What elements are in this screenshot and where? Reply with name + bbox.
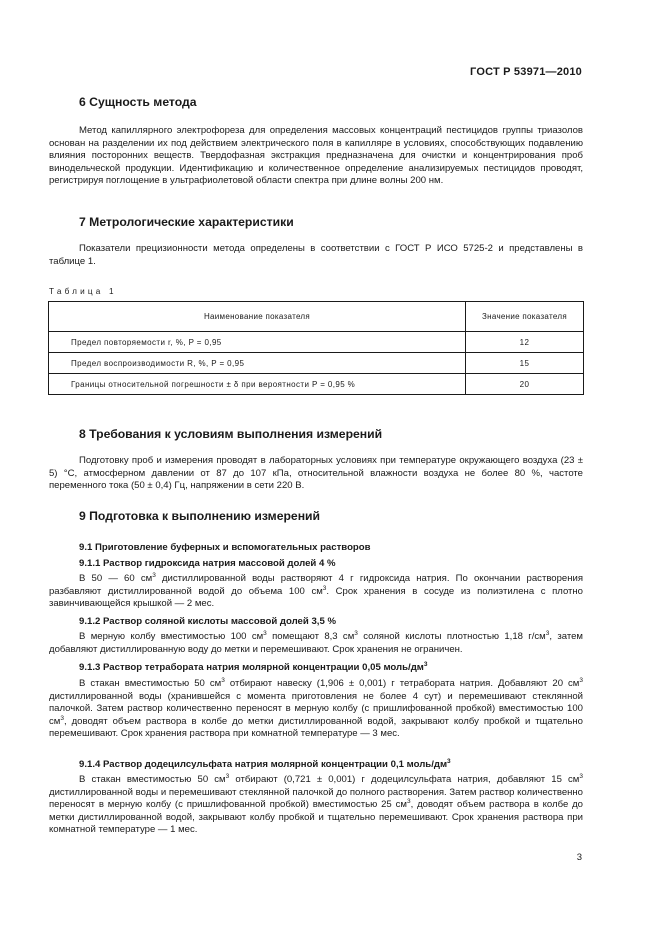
page-number: 3 [576, 852, 582, 863]
table-cell-name: Предел воспроизводимости R, %, P = 0,95 [49, 353, 466, 374]
table-row [49, 374, 584, 395]
table-1 [48, 301, 584, 395]
section-9-title: 9 Подготовка к выполнению измерений [79, 509, 321, 523]
section-9-1-1-text: В 50 — 60 $см^3$ дистиллированной воды растворяют 4 г гидроксида натрия. По окончании растворения разбавляют дистиллированной водой до объема 100 $см^3$. Срок хранения в сосуде из полиэтилена с плотно завинчивающейся крышкой — 2 мес. [49, 572, 583, 610]
table-cell-value: 15 [466, 353, 584, 374]
section-9-1-4-text: В стакан вместимостью 50 $см^3$ отбирают (0,721 ± 0,001) г додецилсульфата натрия, добавляют 15 $см^3$ дистиллированной воды и перемешивают стеклянной палочкой до полного растворения. Затем раствор количественно переносят в мерную колбу (с пришлифованной пробкой) вместимостью 25 $см^3$, доводят объем раствора в колбе до метки дистиллированной водой, закрывают колбу пробкой и тщательно перемешивают. Срок хранения раствора при комнатной температуре — 1 мес. [49, 773, 583, 836]
section-8-text: Подготовку проб и измерения проводят в лабораторных условиях при температуре окружающего воздуха (23 ± 5) °С, атмосферном давлении от 87 до 107 кПа, относительной влажности воздуха не более 80 %, частоте переменного тока (50 ± 0,4) Гц, напряжении в сети 220 В. [49, 455, 583, 492]
table-cell-name: Предел повторяемости r, %, P = 0,95 [49, 332, 466, 353]
table-1-caption: Таблица 1 [49, 287, 117, 296]
table-cell-value: 20 [466, 374, 584, 395]
section-7-title: 7 Метрологические характеристики [79, 215, 294, 229]
table-header-name: Наименование показателя [49, 302, 466, 332]
section-9-1-2-title: 9.1.2 Раствор соляной кислоты массовой долей 3,5 % [79, 616, 336, 627]
document-id-header: ГОСТ Р 53971—2010 [470, 66, 582, 78]
section-9-1-3-text: В стакан вместимостью 50 $см^3$ отбирают навеску (1,906 ± 0,001) г тетрабората натрия. Добавляют 20 $см^3$ дистиллированной воды (хранившейся с момента приготовления не более 4 сут) и перемешивают стеклянной палочкой. Затем раствор количественно переносят в мерную колбу (с пришлифованной пробкой) вместимостью 100 $см^3$, доводят объем раствора в колбе до метки дистиллированной водой, закрывают колбу пробкой и тщательно перемешивают. Срок хранения раствора при комнатной температуре — 3 мес. [49, 677, 583, 740]
section-9-1-3-title: 9.1.3 Раствор тетрабората натрия молярной концентрации 0,05 моль/$дм^3$ [79, 661, 428, 673]
section-6-title: 6 Сущность метода [79, 95, 197, 109]
section-9-1-2-text: В мерную колбу вместимостью 100 $см^3$ помещают 8,3 $см^3$ соляной кислоты плотностью 1,18 $г/см^3$, затем добавляют дистиллированную воду до метки и перемешивают. Срок хранения не ограничен. [49, 630, 583, 655]
table-header-value: Значение показателя [466, 302, 584, 332]
section-8-title: 8 Требования к условиям выполнения измерений [79, 427, 383, 441]
section-9-1-title: 9.1 Приготовление буферных и вспомогательных растворов [79, 542, 371, 553]
section-6-text: Метод капиллярного электрофореза для определения массовых концентраций пестицидов группы триазолов основан на разделении их под действием электрического поля в капилляре в условиях, способствующих подавлению влияния посторонних веществ. Твердофазная экстракция предназначена для очистки и концентрирования проб винодельческой продукции. Идентификацию и количественное определение анализируемых пестицидов проводят, регистрируя поглощение в ультрафиолетовой области спектра при длине волны 200 нм. [49, 125, 583, 187]
table-cell-value: 12 [466, 332, 584, 353]
section-9-1-4-title: 9.1.4 Раствор додецилсульфата натрия молярной концентрации 0,1 моль/$дм^3$ [79, 758, 451, 770]
table-row [49, 332, 584, 353]
section-7-text: Показатели прецизионности метода определены в соответствии с ГОСТ Р ИСО 5725-2 и представлены в таблице 1. [49, 243, 583, 267]
table-row [49, 353, 584, 374]
section-9-1-1-title: 9.1.1 Раствор гидроксида натрия массовой долей 4 % [79, 558, 336, 569]
table-cell-name: Границы относительной погрешности ± δ при вероятности P = 0,95 % [49, 374, 466, 395]
